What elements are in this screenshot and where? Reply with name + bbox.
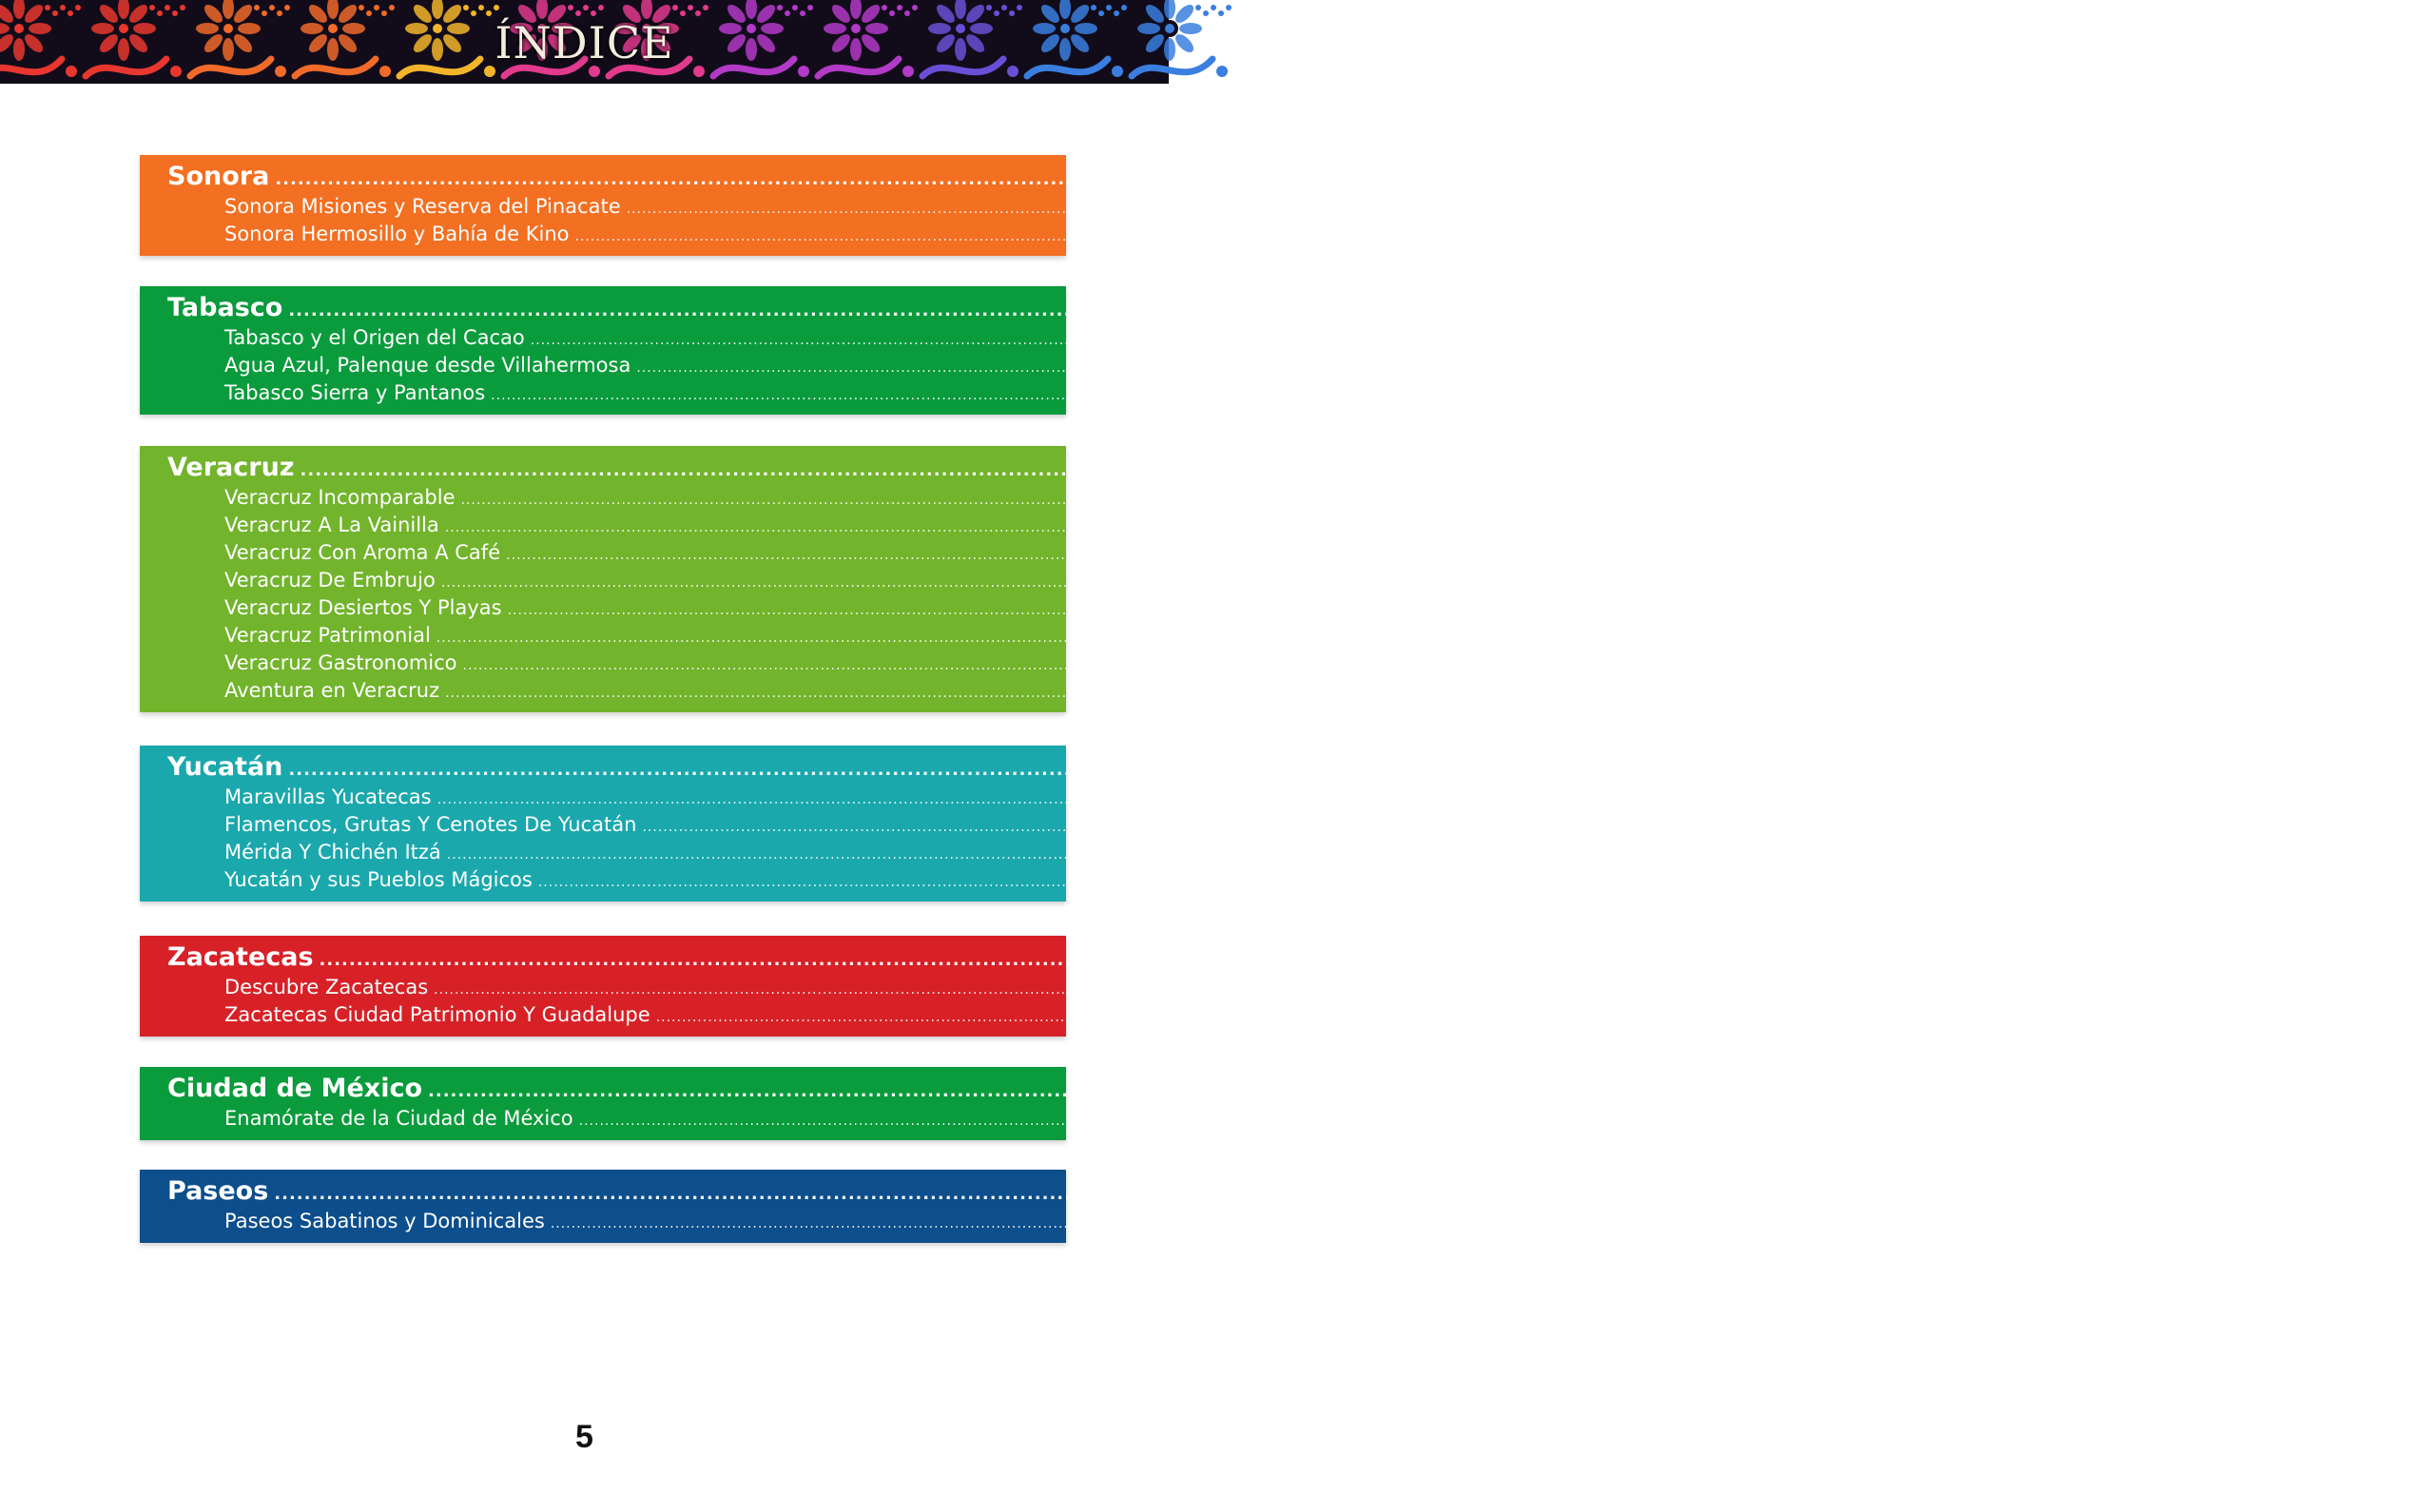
toc-entry[interactable]	[167, 866, 1917, 894]
dot-leader: ....................................................................................................................................................................................................................................................................	[626, 202, 1974, 217]
toc-section-heading[interactable]	[167, 161, 2255, 193]
toc-entry[interactable]	[167, 677, 1824, 705]
toc-entry[interactable]	[167, 784, 1816, 811]
entry-page: 89	[1859, 541, 1885, 564]
section-page: 82	[2219, 162, 2255, 191]
dot-leader: ....................................................................................................................................................................................................................................................................	[491, 388, 1839, 403]
toc-section-heading[interactable]	[167, 751, 2268, 784]
dot-leader: ....................................................................................................................................................................................................................................................................	[440, 575, 1789, 591]
page-title: ÍNDICE	[495, 17, 674, 68]
toc-entry[interactable]	[167, 512, 1824, 539]
toc-entry[interactable]	[167, 539, 1885, 567]
entry-page: 85	[1989, 354, 2016, 377]
dot-leader: ....................................................................................................................................................................................................................................................................	[319, 950, 2258, 970]
section-page: 84	[2232, 293, 2268, 322]
entry-title: Mérida Y Chichén Itzá	[224, 841, 441, 863]
dot-leader: ....................................................................................................................................................................................................................................................................	[655, 1010, 2004, 1025]
dot-leader: ....................................................................................................................................................................................................................................................................	[636, 360, 1985, 376]
dot-leader: ....................................................................................................................................................................................................................................................................	[436, 630, 1784, 646]
dot-leader: ....................................................................................................................................................................................................................................................................	[444, 520, 1793, 535]
toc-section	[140, 936, 2299, 1037]
toc-entry[interactable]	[167, 567, 1820, 594]
dot-leader: ....................................................................................................................................................................................................................................................................	[462, 658, 1811, 673]
toc-entry[interactable]	[167, 1105, 1970, 1133]
toc-section-heading[interactable]	[167, 941, 2299, 974]
entry-title: Veracruz Gastronomico	[224, 651, 457, 674]
entry-title: Sonora Misiones y Reserva del Pinacate	[224, 195, 621, 218]
section-page: 95	[2232, 752, 2268, 782]
section-title: Veracruz	[167, 453, 295, 482]
toc-section	[140, 1170, 2272, 1243]
toc-section	[140, 286, 2268, 415]
dot-leader: ....................................................................................................................................................................................................................................................................	[530, 333, 1878, 348]
entry-title: Flamencos, Grutas Y Cenotes De Yucatán	[224, 813, 637, 836]
entry-page: 84	[1883, 326, 1910, 349]
toc-entry[interactable]	[167, 221, 1954, 248]
entry-title: Enamórate de la Ciudad de México	[224, 1107, 573, 1130]
entry-page: 99	[1787, 976, 1813, 998]
dot-leader: ....................................................................................................................................................................................................................................................................	[274, 1184, 2213, 1204]
dot-leader: ....................................................................................................................................................................................................................................................................	[506, 548, 1854, 563]
entry-title: Paseos Sabatinos y Dominicales	[224, 1210, 545, 1232]
toc-entry[interactable]	[167, 484, 1840, 512]
entry-page: 82	[1979, 195, 2006, 218]
dot-leader: ....................................................................................................................................................................................................................................................................	[550, 1216, 1898, 1231]
dot-leader: ....................................................................................................................................................................................................................................................................	[288, 300, 2227, 320]
entry-title: Descubre Zacatecas	[224, 976, 429, 998]
toc-entry[interactable]	[167, 839, 1826, 866]
entry-page: 100	[2008, 1003, 2047, 1026]
entry-page: 96	[1995, 813, 2022, 836]
toc-entry[interactable]	[167, 1001, 2047, 1029]
dot-leader: ....................................................................................................................................................................................................................................................................	[434, 982, 1782, 998]
dot-leader: ....................................................................................................................................................................................................................................................................	[574, 229, 1923, 244]
toc-entry[interactable]	[167, 811, 2022, 839]
toc-entry[interactable]	[167, 193, 2006, 221]
toc-section-heading[interactable]	[167, 1073, 2425, 1105]
entry-title: Veracruz A La Vainilla	[224, 514, 439, 536]
dot-leader: ....................................................................................................................................................................................................................................................................	[446, 847, 1794, 863]
toc-entry[interactable]	[167, 622, 1815, 649]
entry-title: Veracruz Incomparable	[224, 486, 456, 509]
entry-page: 90	[1794, 569, 1820, 591]
toc-section	[140, 446, 2280, 712]
dot-leader: ....................................................................................................................................................................................................................................................................	[436, 792, 1785, 807]
entry-title: Veracruz Patrimonial	[224, 624, 431, 647]
section-title: Yucatán	[167, 752, 283, 782]
entry-page: 91	[1860, 596, 1887, 619]
entry-title: Tabasco y el Origen del Cacao	[224, 326, 525, 349]
section-page: 101	[2371, 1074, 2425, 1103]
entry-page: 87	[1814, 486, 1840, 509]
toc-section	[140, 155, 2255, 256]
entry-title: Aventura en Veracruz	[224, 679, 440, 702]
dot-leader: ....................................................................................................................................................................................................................................................................	[537, 875, 1886, 890]
section-page: 102	[2218, 1176, 2272, 1206]
decorative-banner	[0, 0, 1169, 84]
section-title: Zacatecas	[167, 942, 314, 972]
toc-section-heading[interactable]	[167, 452, 2280, 484]
section-title: Ciudad de México	[167, 1074, 423, 1103]
entry-page: 101	[1931, 1107, 1970, 1130]
entry-title: Veracruz Con Aroma A Café	[224, 541, 501, 564]
page-number: 5	[575, 1419, 593, 1455]
section-page: 99	[2262, 942, 2299, 972]
toc-entry[interactable]	[167, 649, 1842, 677]
entry-page: 94	[1798, 679, 1824, 702]
section-page: 87	[2243, 453, 2280, 482]
dot-leader: ....................................................................................................................................................................................................................................................................	[578, 1114, 1927, 1129]
entry-title: Veracruz De Embrujo	[224, 569, 436, 591]
toc-entry[interactable]	[167, 324, 1910, 352]
section-title: Paseos	[167, 1176, 269, 1206]
entry-title: Sonora Hermosillo y Bahía de Kino	[224, 223, 570, 245]
entry-page: 88	[1797, 514, 1824, 536]
dot-leader: ....................................................................................................................................................................................................................................................................	[288, 760, 2227, 780]
dot-leader: ....................................................................................................................................................................................................................................................................	[507, 603, 1855, 618]
entry-title: Agua Azul, Palenque desde Villahermosa	[224, 354, 631, 377]
dot-leader: ....................................................................................................................................................................................................................................................................	[300, 460, 2239, 480]
entry-page: 93	[1815, 651, 1842, 674]
toc-section	[140, 1067, 2425, 1140]
entry-title: Maravillas Yucatecas	[224, 785, 432, 808]
toc-entry[interactable]	[167, 1208, 1942, 1235]
entry-title: Yucatán y sus Pueblos Mágicos	[224, 868, 533, 891]
dot-leader: ....................................................................................................................................................................................................................................................................	[445, 686, 1794, 701]
section-title: Tabasco	[167, 293, 283, 322]
dot-leader: ....................................................................................................................................................................................................................................................................	[460, 493, 1809, 508]
toc-entry[interactable]	[167, 974, 1813, 1001]
dot-leader: ....................................................................................................................................................................................................................................................................	[275, 169, 2214, 189]
entry-title: Zacatecas Ciudad Patrimonio Y Guadalupe	[224, 1003, 650, 1026]
entry-page: 92	[1789, 624, 1815, 647]
toc-entry[interactable]	[167, 352, 2016, 379]
toc-section-heading[interactable]	[167, 1175, 2272, 1208]
entry-page: 98	[1891, 868, 1917, 891]
entry-page: 83	[1928, 223, 1954, 245]
dot-leader: ....................................................................................................................................................................................................................................................................	[428, 1081, 2366, 1101]
section-title: Sonora	[167, 162, 270, 191]
entry-page: 102	[1903, 1210, 1942, 1232]
toc-section-heading[interactable]	[167, 292, 2268, 324]
toc-section	[140, 746, 2268, 901]
entry-page: 97	[1799, 841, 1826, 863]
entry-page: 95	[1790, 785, 1816, 808]
toc-entry[interactable]	[167, 594, 1887, 622]
entry-page: 86	[1844, 381, 1870, 404]
dot-leader: ....................................................................................................................................................................................................................................................................	[642, 820, 1990, 835]
toc-entry[interactable]	[167, 379, 1870, 407]
entry-title: Tabasco Sierra y Pantanos	[224, 381, 486, 404]
entry-title: Veracruz Desiertos Y Playas	[224, 596, 502, 619]
